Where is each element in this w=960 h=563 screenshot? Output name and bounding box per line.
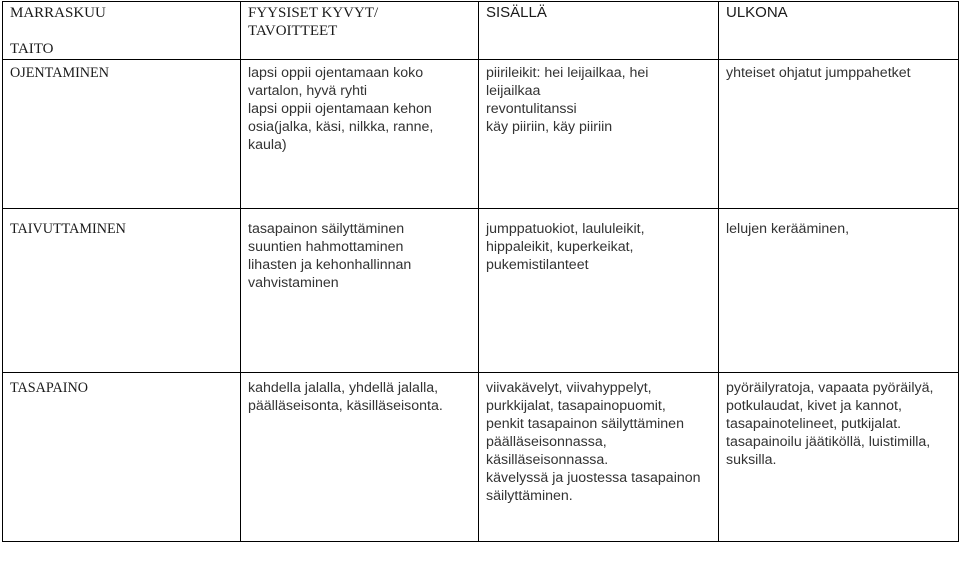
table-row — [3, 60, 959, 209]
indoors-line: viivakävelyt, viivahyppelyt, — [486, 380, 652, 396]
indoors-cell — [479, 60, 719, 209]
outdoors-line: yhteiset ohjatut jumppahetket — [726, 65, 911, 81]
header-blank-line — [10, 22, 234, 40]
skill-cell — [3, 373, 241, 542]
outdoors-cell — [719, 209, 959, 373]
goals-line: tasapainon säilyttäminen — [248, 221, 405, 237]
header-outdoors-label: ULKONA — [726, 4, 788, 21]
outdoors-line: lelujen kerääminen, — [726, 221, 850, 237]
indoors-line: säilyttäminen. — [486, 488, 573, 504]
goals-line: päälläseisonta, käsilläseisonta. — [248, 398, 443, 414]
header-outdoors — [719, 2, 959, 60]
skill-label: TAIVUTTAMINEN — [10, 221, 126, 237]
header-indoors-label: SISÄLLÄ — [486, 4, 547, 21]
goals-line: lapsi oppii ojentamaan koko — [248, 65, 424, 81]
indoors-line: piirileikit: hei leijailkaa, hei — [486, 65, 649, 81]
table-row — [3, 209, 959, 373]
goals-line: vahvistaminen — [248, 275, 339, 291]
header-physical-abilities-line2: TAVOITTEET — [248, 23, 338, 39]
indoors-line: revontulitanssi — [486, 101, 577, 117]
indoors-line: kävelyssä ja juostessa tasapainon — [486, 470, 701, 486]
goals-cell — [241, 209, 479, 373]
outdoors-line: suksilla. — [726, 452, 777, 468]
goals-line: suuntien hahmottaminen — [248, 239, 404, 255]
goals-line: lapsi oppii ojentamaan kehon — [248, 101, 432, 117]
outdoors-line: potkulaudat, kivet ja kannot, — [726, 398, 902, 414]
indoors-line: leijailkaa — [486, 83, 541, 99]
header-skill: TAITO — [10, 41, 54, 57]
goals-line: vartalon, hyvä ryhti — [248, 83, 368, 99]
table-row — [3, 373, 959, 542]
skill-label: TASAPAINO — [10, 380, 88, 396]
header-row — [3, 2, 959, 60]
outdoors-line: pyöräilyratoja, vapaata pyöräilyä, — [726, 380, 934, 396]
outdoors-line: tasapainoilu jäätiköllä, luistimilla, — [726, 434, 931, 450]
indoors-cell — [479, 373, 719, 542]
indoors-line: jumppatuokiot, laululeikit, — [486, 221, 645, 237]
skill-cell — [3, 209, 241, 373]
indoors-line: käy piiriin, käy piiriin — [486, 119, 613, 135]
activity-plan-table — [2, 1, 959, 542]
goals-line: kaula) — [248, 137, 287, 153]
outdoors-cell — [719, 373, 959, 542]
header-physical-abilities-line1: FYYSISET KYVYT/ — [248, 5, 379, 21]
goals-cell — [241, 60, 479, 209]
indoors-line: purkkijalat, tasapainopuomit, — [486, 398, 666, 414]
indoors-cell — [479, 209, 719, 373]
goals-line: kahdella jalalla, yhdellä jalalla, — [248, 380, 439, 396]
skill-cell — [3, 60, 241, 209]
goals-cell — [241, 373, 479, 542]
header-indoors — [479, 2, 719, 60]
goals-line: osia(jalka, käsi, nilkka, ranne, — [248, 119, 434, 135]
header-month-skill — [3, 2, 241, 60]
goals-line: lihasten ja kehonhallinnan — [248, 257, 412, 273]
indoors-line: käsilläseisonnassa. — [486, 452, 609, 468]
outdoors-cell — [719, 60, 959, 209]
header-physical-abilities — [241, 2, 479, 60]
indoors-line: hippaleikit, kuperkeikat, — [486, 239, 634, 255]
indoors-line: penkit tasapainon säilyttäminen — [486, 416, 684, 432]
indoors-line: pukemistilanteet — [486, 257, 589, 273]
indoors-line: päälläseisonnassa, — [486, 434, 607, 450]
skill-label: OJENTAMINEN — [10, 65, 109, 81]
header-month: MARRASKUU — [10, 5, 106, 21]
outdoors-line: tasapainotelineet, putkijalat. — [726, 416, 902, 432]
